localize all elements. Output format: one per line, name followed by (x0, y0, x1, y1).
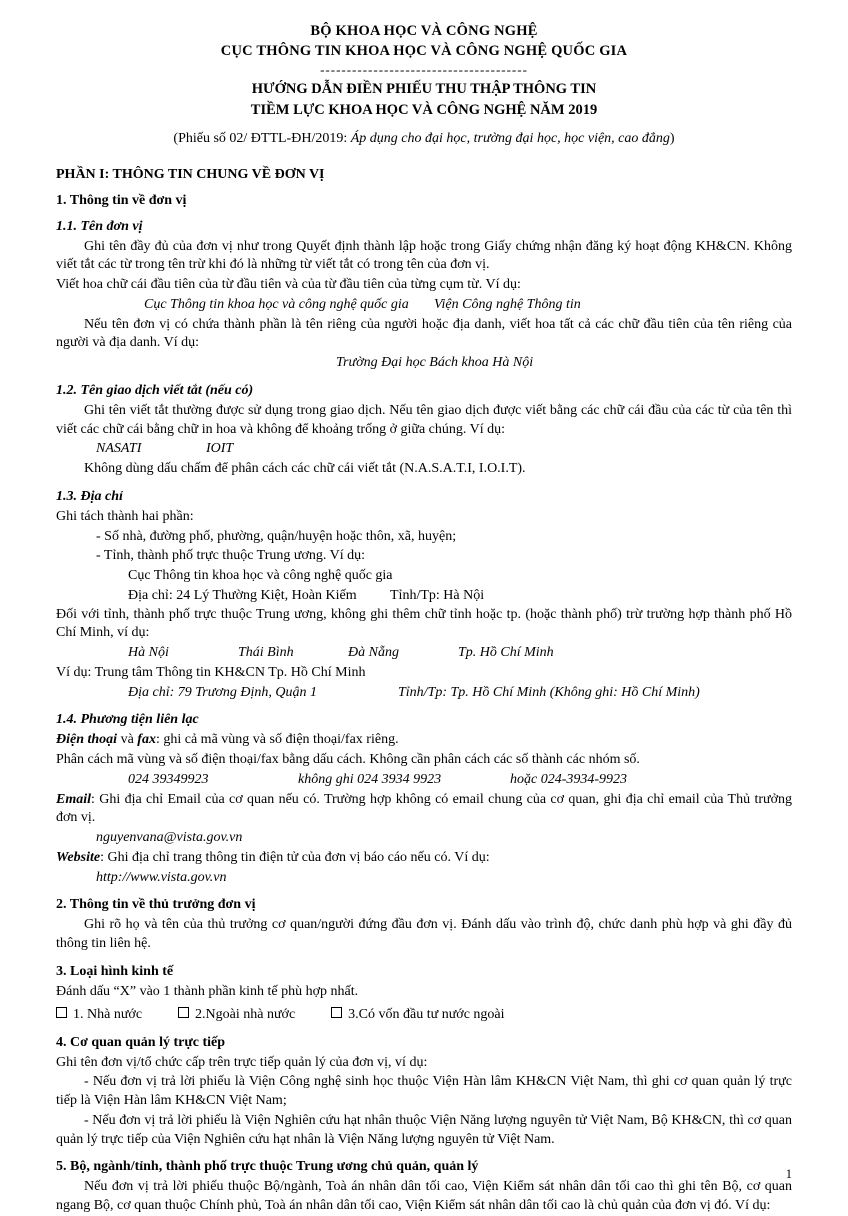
email-text: : Ghi địa chỉ Email của cơ quan nếu có. Trường hợp không có email chung của cơ quan, ghi địa chỉ email của Thủ trưởng đơn vị. (56, 791, 792, 826)
org-line-2: CỤC THÔNG TIN KHOA HỌC VÀ CÔNG NGHỆ QUỐC GIA (220, 42, 628, 59)
section-1-2-example-row (56, 440, 792, 459)
section-1-1-heading: 1.1. Tên đơn vị (56, 218, 143, 234)
section-1-3-bullet-1: - Số nhà, đường phố, phường, quận/huyện hoặc thôn, xã, huyện; (96, 528, 457, 544)
section-1-3-example-org: Cục Thông tin khoa học và công nghệ quốc gia (128, 568, 393, 584)
example-province: Tỉnh/Tp: Hà Nội (390, 587, 485, 603)
part-1-heading: PHẦN I: THÔNG TIN CHUNG VỀ ĐƠN VỊ (56, 166, 325, 182)
section-1-4-phone-line (56, 731, 792, 750)
subtitle-scope: Áp dụng cho đại học, trường đại học, học viện, cao đẳng (350, 131, 670, 147)
economic-type-option-2[interactable] (178, 1007, 295, 1022)
subtitle-suffix: ) (669, 131, 675, 147)
section-4-heading: 4. Cơ quan quản lý trực tiếp (56, 1034, 226, 1050)
example-org-name-1: Cục Thông tin khoa học và công nghệ quốc gia (144, 296, 409, 312)
section-1-4-email-line (56, 791, 792, 829)
section-1-1-example-row-2: Trường Đại học Bách khoa Hà Nội (336, 355, 534, 371)
section-1-3-example-address-row-2 (56, 684, 792, 703)
page-number: 1 (785, 1167, 792, 1181)
section-1-3-example-address-row (56, 587, 792, 606)
section-1-1-paragraph-1: Ghi tên đầy đủ của đơn vị như trong Quyết định thành lập hoặc trong Giấy chứng nhận đăng ký hoạt động KH&CN. Không viết tắt các từ trong tên trừ khi đó là những từ viết tắt có trong tên của đơn vị. (56, 238, 792, 273)
section-1-4-phone-examples (56, 771, 792, 790)
phone-example-correct: 024 39349923 (128, 771, 209, 787)
checkbox-icon[interactable] (331, 1007, 342, 1018)
org-line-1: BỘ KHOA HỌC VÀ CÔNG NGHỆ (310, 23, 538, 39)
economic-type-option-1-label: 1. Nhà nước (73, 1006, 143, 1022)
section-1-1-example-row-1 (56, 296, 792, 315)
section-1-3-paragraph-3: Ví dụ: Trung tâm Thông tin KH&CN Tp. Hồ Chí Minh (56, 664, 366, 680)
section-1-4-paragraph-1: Phân cách mã vùng và số điện thoại/fax bằng dấu cách. Không cần phân cách các số thành các nhóm số. (56, 752, 640, 768)
section-1-3-paragraph-2: Đối với tỉnh, thành phố trực thuộc Trung ương, không ghi thêm chữ tỉnh hoặc tp. (hoặc thành phố) trừ trường hợp thành phố Hồ Chí Minh, ví dụ: (56, 606, 792, 641)
document-title-line-1: HƯỚNG DẪN ĐIỀN PHIẾU THU THẬP THÔNG TIN (251, 81, 597, 98)
section-1-2-paragraph-1: Ghi tên viết tắt thường được sử dụng trong giao dịch. Nếu tên giao dịch được viết bằng các chữ cái đầu của các từ của tên thì viết các chữ cái bằng chữ in hoa và không để khoảng trống ở giữa chúng. Ví dụ: (56, 402, 792, 437)
section-1-3-paragraph-1: Ghi tách thành hai phần: (56, 508, 194, 524)
section-1-3-province-examples (56, 644, 792, 663)
section-4-paragraph-3: - Nếu đơn vị trả lời phiếu là Viện Nghiên cứu hạt nhân thuộc Viện Năng lượng nguyên tử Việt Nam, Bộ KH&CN, thì cơ quan quản lý trực tiếp của Viện Nghiên cứu hạt nhân là Viện Năng lượng nguyên tử Việt Nam. (56, 1112, 792, 1147)
section-1-heading: 1. Thông tin về đơn vị (56, 192, 187, 208)
province-example-3: Đà Nẵng (348, 645, 399, 661)
phone-text: : ghi cả mã vùng và số điện thoại/fax riêng. (155, 732, 399, 748)
section-1-2-heading: 1.2. Tên giao dịch viết tắt (nếu có) (56, 382, 254, 398)
section-1-4-website-line (56, 849, 792, 868)
phone-label: Điện thoại (56, 732, 118, 748)
section-1-3-heading: 1.3. Địa chỉ (56, 488, 123, 504)
checkbox-icon[interactable] (56, 1007, 67, 1018)
section-1-1-paragraph-3: Nếu tên đơn vị có chứa thành phần là tên riêng của người hoặc địa danh, viết hoa tất cả các chữ đầu tiên của tên riêng của người và địa danh. Ví dụ: (56, 316, 792, 351)
phone-example-wrong-1: không ghi 024 3934 9923 (298, 771, 442, 787)
economic-type-option-2-label: 2.Ngoài nhà nước (195, 1006, 296, 1022)
section-1-2-paragraph-2: Không dùng dấu chấm để phân cách các chữ cái viết tắt (N.A.S.A.T.I, I.O.I.T). (84, 461, 526, 477)
example-org-name-2: Viện Công nghệ Thông tin (434, 296, 581, 312)
section-4-paragraph-2: - Nếu đơn vị trả lời phiếu là Viện Công nghệ sinh học thuộc Viện Hàn lâm KH&CN Việt Nam, thì ghi cơ quan quản lý trực tiếp là Viện Hàn lâm KH&CN Việt Nam; (56, 1074, 792, 1109)
section-2-heading: 2. Thông tin về thủ trưởng đơn vị (56, 897, 256, 913)
subtitle-prefix: (Phiếu số 02/ ĐTTL-ĐH/2019: (173, 131, 351, 147)
economic-type-option-1[interactable] (56, 1007, 142, 1022)
example-abbrev-1: NASATI (96, 441, 142, 457)
example-address-2: Địa chỉ: 79 Trương Định, Quận 1 (128, 684, 317, 700)
section-5-heading: 5. Bộ, ngành/tỉnh, thành phố trực thuộc Trung ương chủ quản, quản lý (56, 1159, 479, 1175)
section-3-paragraph-1: Đánh dấu “X” vào 1 thành phần kinh tế phù hợp nhất. (56, 983, 359, 999)
email-label: Email (56, 791, 92, 807)
section-1-4-heading: 1.4. Phương tiện liên lạc (56, 712, 199, 728)
province-example-4: Tp. Hồ Chí Minh (458, 645, 554, 661)
province-example-1: Hà Nội (128, 645, 169, 661)
fax-label: fax (137, 732, 156, 748)
economic-type-options (56, 1004, 792, 1025)
section-2-paragraph-1: Ghi rõ họ và tên của thủ trưởng cơ quan/người đứng đầu đơn vị. Đánh dấu vào trình độ, chức danh phù hợp và ghi đầy đủ thông tin liên hệ. (56, 917, 792, 952)
website-label: Website (56, 849, 101, 865)
document-subtitle (56, 129, 792, 149)
phone-example-wrong-2: hoặc 024-3934-9923 (510, 771, 628, 787)
email-example: nguyenvana@vista.gov.vn (96, 830, 243, 846)
header-divider: --------------------------------------- (320, 62, 528, 78)
document-title-line-2: TIỀM LỰC KHOA HỌC VÀ CÔNG NGHỆ NĂM 2019 (250, 101, 598, 118)
section-1-1-paragraph-2: Viết hoa chữ cái đầu tiên của từ đầu tiên và của từ đầu tiên của từng cụm từ. Ví dụ: (56, 277, 521, 293)
example-address: Địa chỉ: 24 Lý Thường Kiệt, Hoàn Kiếm (128, 587, 357, 603)
phone-label-conjunction: và (117, 732, 138, 748)
example-abbrev-2: IOIT (206, 441, 234, 457)
section-1-3-bullet-2: - Tỉnh, thành phố trực thuộc Trung ương. Ví dụ: (96, 548, 366, 564)
website-example: http://www.vista.gov.vn (96, 869, 227, 885)
section-4-paragraph-1: Ghi tên đơn vị/tổ chức cấp trên trực tiếp quản lý của đơn vị, ví dụ: (56, 1054, 428, 1070)
economic-type-option-3-label: 3.Có vốn đầu tư nước ngoài (348, 1006, 505, 1022)
province-example-2: Thái Bình (238, 645, 294, 661)
section-3-heading: 3. Loại hình kinh tế (56, 963, 174, 979)
economic-type-option-3[interactable] (331, 1007, 504, 1022)
section-5-paragraph-1: Nếu đơn vị trả lời phiếu thuộc Bộ/ngành, Toà án nhân dân tối cao, Viện Kiểm sát nhân dân tối cao thì ghi tên Bộ, cơ quan ngang Bộ, cơ quan thuộc Chính phủ, Toà án nhân dân tối cao, Viện Kiểm sát nhân dân tối cao là chủ quản của đơn vị đó. Ví dụ: (56, 1179, 792, 1214)
checkbox-icon[interactable] (178, 1007, 189, 1018)
example-province-2: Tỉnh/Tp: Tp. Hồ Chí Minh (Không ghi: Hồ Chí Minh) (398, 684, 700, 700)
website-text: : Ghi địa chỉ trang thông tin điện tử của đơn vị báo cáo nếu có. Ví dụ: (100, 849, 490, 865)
